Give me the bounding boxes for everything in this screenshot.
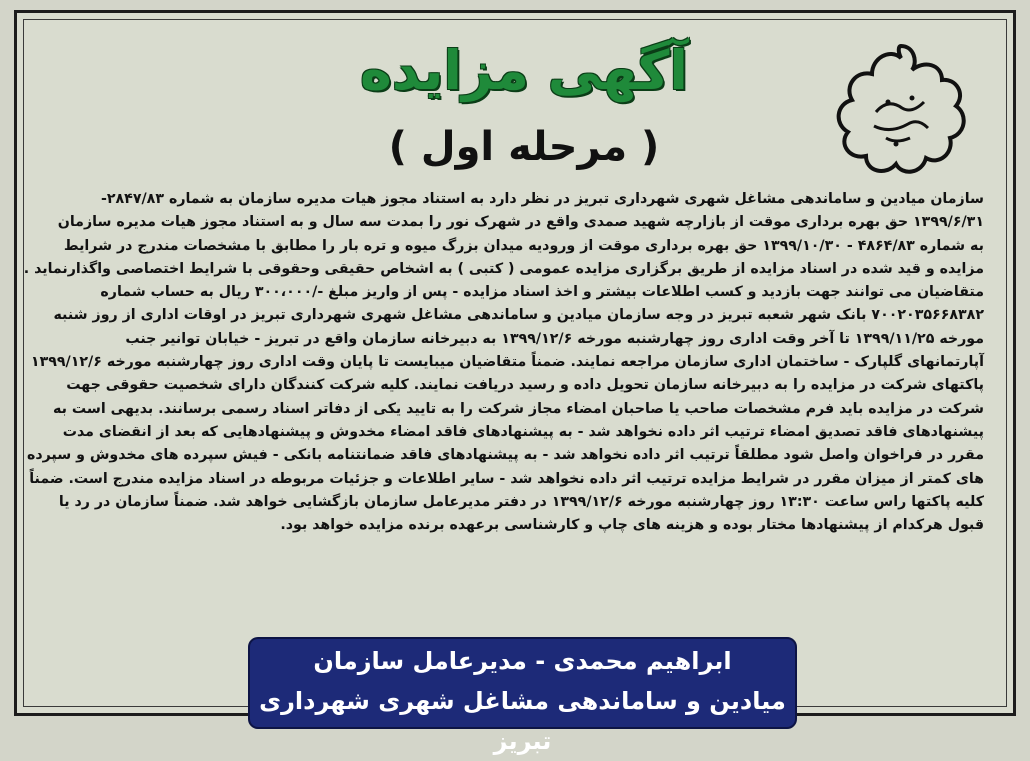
body-line: به شماره ۴۸۶۴/۸۳ - ۱۳۹۹/۱۰/۳۰ حق بهره برداری موقت از ورودیه میدان بزرگ میوه و تره بار را مطابق با مشخصات مندرج در شرایط [63,237,984,254]
body-line: ۷۰۰۲۰۳۵۶۶۸۳۸۲ بانک شهر شعبه تبریز در وجه سازمان میادین و ساماندهی مشاغل شهری شهرداری تبریز در اوقات اداری از روز شنبه [53,307,984,324]
flower-logo-icon [826,34,976,184]
body-line: ۱۳۹۹/۶/۳۱ حق بهره برداری موقت از بازارچه شهید صمدی واقع در شهرک نور را بمدت سه سال و به استناد مجوز هیات مدیره سازمان [57,214,984,231]
logo-calligraphy-icon [874,96,928,147]
body-line: قبول هرکدام از پیشنهادها مختار بوده و هزینه های چاپ و کارشناسی برعهده برنده مزایده خواهد بود. [280,517,984,534]
body-line: شرکت در مزایده باید فرم مشخصات صاحب یا صاحبان امضاء مجاز شرکت را به تایید یکی از دفاتر اسناد رسمی برسانند. بدیهی است به [53,400,984,417]
signature-box [248,637,797,755]
body-line: پاکتهای شرکت در مزایده را به دبیرخانه سازمان تحویل داده و رسید دریافت نمایند. کلیه شرکت کنندگان دارای شخصیت حقوقی جهت [66,377,984,394]
municipality-logo [826,34,976,184]
body-line: مزایده و قید شده در اسناد مزایده از طریق برگزاری مزایده عمومی ( کتبی ) به اشخاص حقیقی وحقوقی با شرایط اختصاصی واگذارنماید . [23,260,984,277]
body-line: کلیه پاکتها راس ساعت ۱۳:۳۰ روز چهارشنبه مورخه ۱۳۹۹/۱۲/۶ در دفتر مدیرعامل سازمان بازگشایی خواهد شد. ضمناً سازمان در رد یا [58,493,984,510]
notice-frame [14,10,1016,755]
body-line: مقرر در فراخوان واصل شود مطلقاً ترتیب اثر داده نخواهد شد - به پیشنهادهای فاقد ضمانتنامه بانکی - فیش سپرده های مخدوش و سپرده [26,447,984,464]
notice-inner-border [23,19,1007,755]
body-line: پیشنهادهای فاقد تصدیق امضاء ترتیب اثر داده نخواهد شد - به پیشنهادهای فاقد امضاء مخدوش و پیشنهادهایی که بعد از انقضای مدت [62,423,984,440]
body-line: مورخه ۱۳۹۹/۱۱/۲۵ تا آخر وقت اداری روز چهارشنبه مورخه ۱۳۹۹/۱۲/۶ به دبیرخانه سازمان واقع در تبریز - خیابان توانیر جنب [125,330,984,347]
signature-name: ابراهیم محمدی - مدیرعامل سازمان [313,647,732,675]
notice-header [24,34,1006,184]
notice-title: آگهی مزایده [360,39,688,102]
signature-organization: میادین و ساماندهی مشاغل شهری شهرداری تبریز [259,687,786,755]
body-line: سازمان میادین و ساماندهی مشاغل شهری شهرداری تبریز در نظر دارد به استناد مجوز هیات مدیره سازمان به شماره ۲۸۴۷/۸۳- [100,191,984,207]
body-line: متقاضیان می توانند جهت بازدید و کسب اطلاعات بیشتر و اخذ اسناد مزایده - پس از واریز مبلغ -/۳۰۰،۰۰۰ ریال به حساب شماره [100,284,984,301]
body-line: آپارتمانهای گلپارک - ساختمان اداری سازمان مراجعه نمایند. ضمناً متقاضیان میبایست تا پایان وقت اداری روز چهارشنبه مورخه ۱۳۹۹/۱۲/۶ [30,354,984,371]
body-line: های کمتر از میزان مقرر در شرایط مزایده ترتیب اثر داده نخواهد شد - سایر اطلاعات و جزئیات مربوطه در اسناد مزایده مندرج است. ضمناً [29,470,984,487]
notice-body [23,188,984,537]
notice-subtitle: ( مرحله اول ) [388,124,660,170]
